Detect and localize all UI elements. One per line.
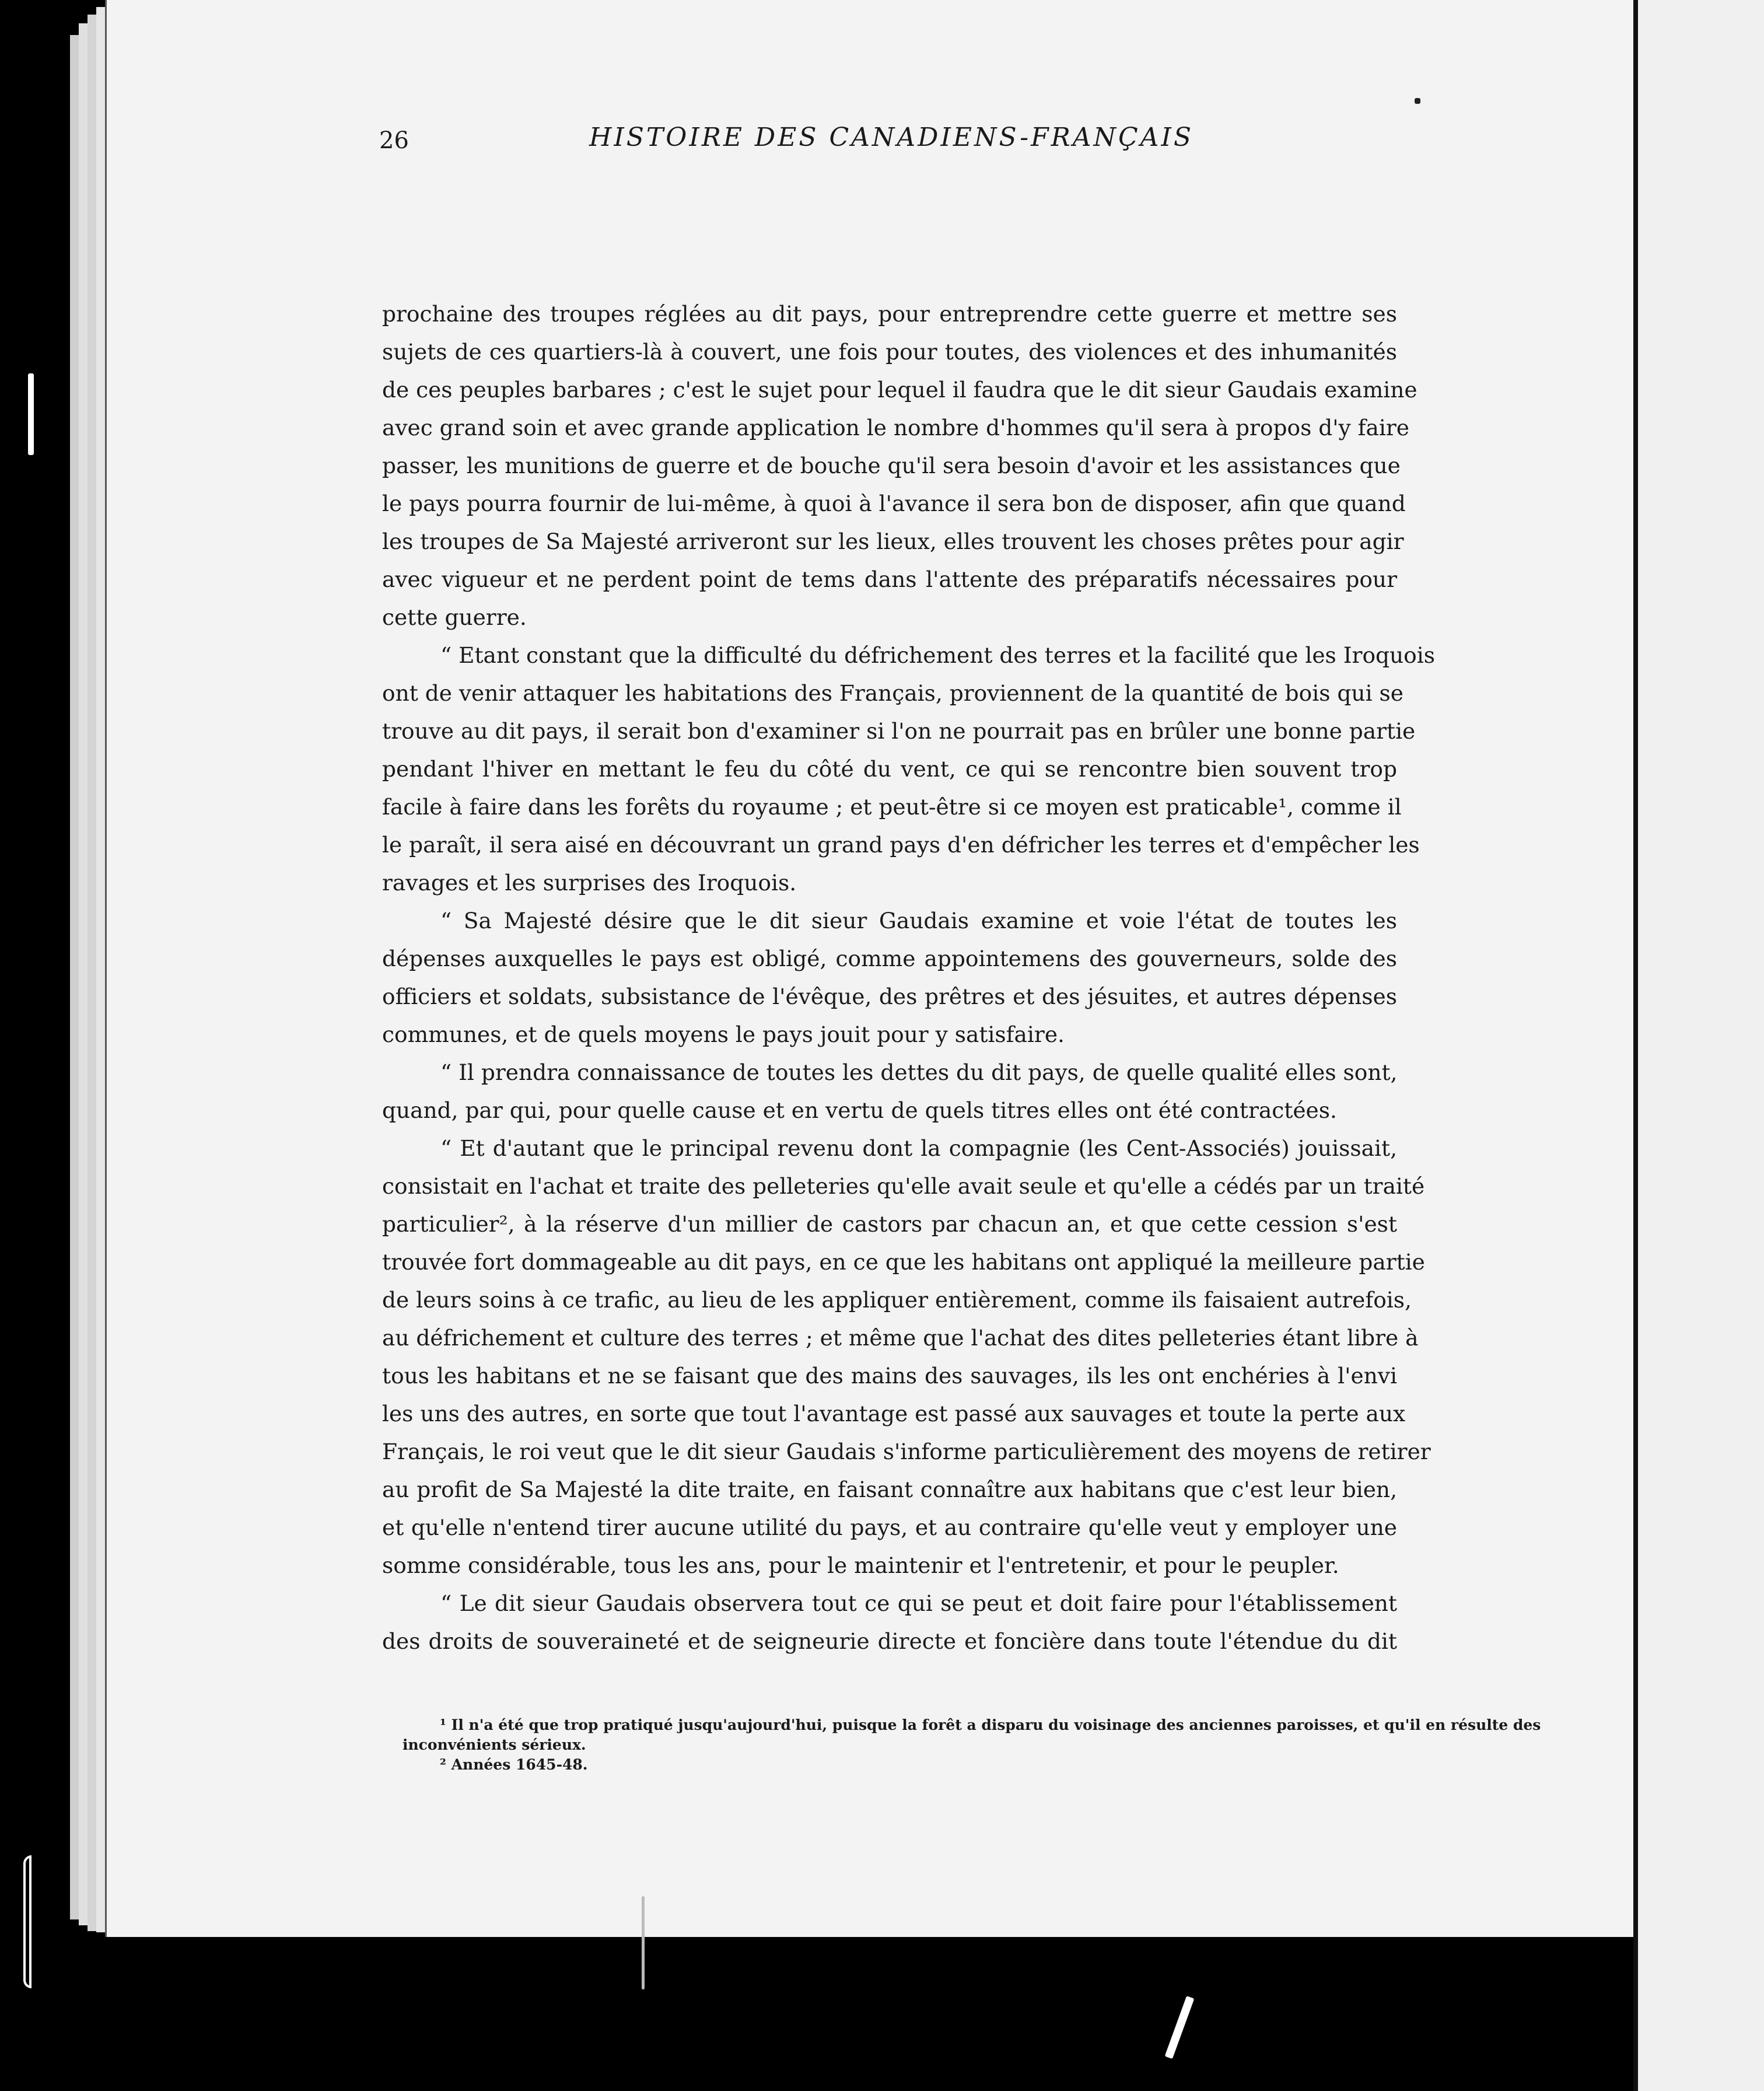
text-line: des droits de souveraineté et de seigneurie directe et foncière dans toute l'étendue du dit [382, 1628, 1397, 1654]
text-line: de ces peuples barbares ; c'est le sujet pour lequel il faudra que le dit sieur Gaudais examine [382, 377, 1418, 403]
text-line: les troupes de Sa Majesté arriveront sur les lieux, elles trouvent les choses prêtes pour agir [382, 529, 1404, 554]
text-line: officiers et soldats, subsistance de l'évêque, des prêtres et des jésuites, et autres dépenses [382, 984, 1397, 1009]
film-scratch [642, 1896, 645, 1989]
text-line: pendant l'hiver en mettant le feu du côté du vent, ce qui se rencontre bien souvent trop [382, 756, 1397, 782]
footnote-line: inconvénients sérieux. [402, 1736, 586, 1753]
text-line: Français, le roi veut que le dit sieur Gaudais s'informe particulièrement des moyens de retirer [382, 1439, 1431, 1464]
text-line: le pays pourra fournir de lui-même, à quoi à l'avance il sera bon de disposer, afin que quand [382, 491, 1406, 516]
film-scratch [23, 1855, 32, 1988]
film-scratch [1165, 1996, 1195, 2059]
footnote-line: ¹ Il n'a été que trop pratiqué jusqu'aujourd'hui, puisque la forêt a disparu du voisinage des anciennes paroisses, et qu'il en résulte des [440, 1716, 1541, 1733]
text-line: “ Etant constant que la difficulté du défrichement des terres et la facilité que les Iroquois [440, 642, 1435, 668]
text-line: somme considérable, tous les ans, pour le maintenir et l'entretenir, et pour le peupler. [382, 1552, 1339, 1578]
text-line: avec vigueur et ne perdent point de tems dans l'attente des préparatifs nécessaires pour [382, 567, 1397, 592]
text-line: “ Sa Majesté désire que le dit sieur Gaudais examine et voie l'état de toutes les [440, 908, 1397, 933]
text-line: cette guerre. [382, 604, 527, 630]
text-line: les uns des autres, en sorte que tout l'avantage est passé aux sauvages et toute la perte aux [382, 1401, 1406, 1426]
text-line: et qu'elle n'entend tirer aucune utilité du pays, et au contraire qu'elle veut y employer une [382, 1515, 1397, 1540]
running-title: HISTOIRE DES CANADIENS-FRANÇAIS [589, 123, 1194, 152]
text-line: au défrichement et culture des terres ; et même que l'achat des dites pelleteries étant libre à [382, 1325, 1419, 1351]
text-line: prochaine des troupes réglées au dit pays, pour entreprendre cette guerre et mettre ses [382, 301, 1397, 327]
running-head [379, 117, 1732, 163]
text-line: “ Il prendra connaissance de toutes les dettes du dit pays, de quelle qualité elles sont, [440, 1060, 1398, 1085]
text-line: le paraît, il sera aisé en découvrant un grand pays d'en défricher les terres et d'empêcher les [382, 832, 1420, 858]
text-line: consistait en l'achat et traite des pelleteries qu'elle avait seule et qu'elle a cédés par un traité [382, 1173, 1425, 1199]
film-scratch [28, 373, 34, 455]
text-line: de leurs soins à ce trafic, au lieu de les appliquer entièrement, comme ils faisaient autrefois, [382, 1287, 1412, 1313]
page-number: 26 [379, 127, 409, 154]
text-line: ont de venir attaquer les habitations des Français, proviennent de la quantité de bois qui se [382, 680, 1404, 706]
text-line: avec grand soin et avec grande application le nombre d'hommes qu'il sera à propos d'y faire [382, 415, 1409, 440]
facing-page-edge [1633, 0, 1764, 2091]
text-line: dépenses auxquelles le pays est obligé, comme appointemens des gouverneurs, solde des [382, 946, 1397, 971]
text-line: communes, et de quels moyens le pays jouit pour y satisfaire. [382, 1022, 1065, 1047]
text-line: au profit de Sa Majesté la dite traite, en faisant connaître aux habitans que c'est leur bien, [382, 1477, 1397, 1502]
text-line: “ Le dit sieur Gaudais observera tout ce qui se peut et doit faire pour l'établissement [440, 1590, 1397, 1616]
text-line: particulier², à la réserve d'un millier de castors par chacun an, et que cette cession s'est [382, 1211, 1397, 1237]
text-line: trouvée fort dommageable au dit pays, en ce que les habitans ont appliqué la meilleure partie [382, 1249, 1425, 1275]
text-line: quand, par qui, pour quelle cause et en vertu de quels titres elles ont été contractées. [382, 1097, 1337, 1123]
footnote-line: ² Années 1645-48. [440, 1756, 588, 1773]
text-line: ravages et les surprises des Iroquois. [382, 870, 797, 896]
footnotes [402, 1715, 1541, 1775]
text-line: trouve au dit pays, il serait bon d'examiner si l'on ne pourrait pas en brûler une bonne partie [382, 718, 1416, 744]
text-line: tous les habitans et ne se faisant que des mains des sauvages, ils les ont enchéries à l'envi [382, 1363, 1397, 1389]
body-text [382, 295, 1435, 1660]
text-line: “ Et d'autant que le principal revenu dont la compagnie (les Cent-Associés) jouissait, [440, 1135, 1397, 1161]
text-line: passer, les munitions de guerre et de bouche qu'il sera besoin d'avoir et les assistances que [382, 453, 1401, 478]
text-line: sujets de ces quartiers-là à couvert, une fois pour toutes, des violences et des inhumanités [382, 339, 1397, 365]
text-line: facile à faire dans les forêts du royaume ; et peut-être si ce moyen est praticable¹, comme il [382, 794, 1402, 820]
film-scratch [1415, 98, 1420, 104]
